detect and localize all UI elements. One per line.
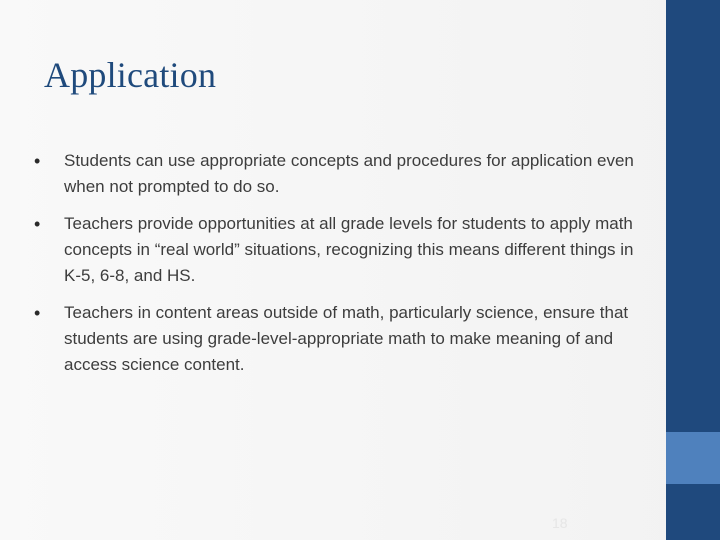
bullet-text: Teachers provide opportunities at all grade levels for students to apply math concepts in “real world” situations, recognizing this means different things in K-5, 6-8, and HS. <box>64 214 634 285</box>
bullet-item-2 <box>34 211 634 289</box>
bullet-item-1 <box>34 148 634 200</box>
bullet-text: Teachers in content areas outside of math, particularly science, ensure that students are using grade-level-appropriate math to make meaning of and access science content. <box>64 303 629 374</box>
bullet-marker: • <box>34 214 41 234</box>
sidebar-accent-block <box>666 432 720 484</box>
bullet-marker: • <box>34 303 41 323</box>
page-number: 18 <box>552 515 568 531</box>
bullet-item-3 <box>34 300 634 378</box>
bullet-list <box>34 148 634 389</box>
bullet-text: Students can use appropriate concepts and procedures for application even when not prompted to do so. <box>64 151 634 196</box>
bullet-marker: • <box>34 151 41 171</box>
slide-title: Application <box>44 55 217 95</box>
